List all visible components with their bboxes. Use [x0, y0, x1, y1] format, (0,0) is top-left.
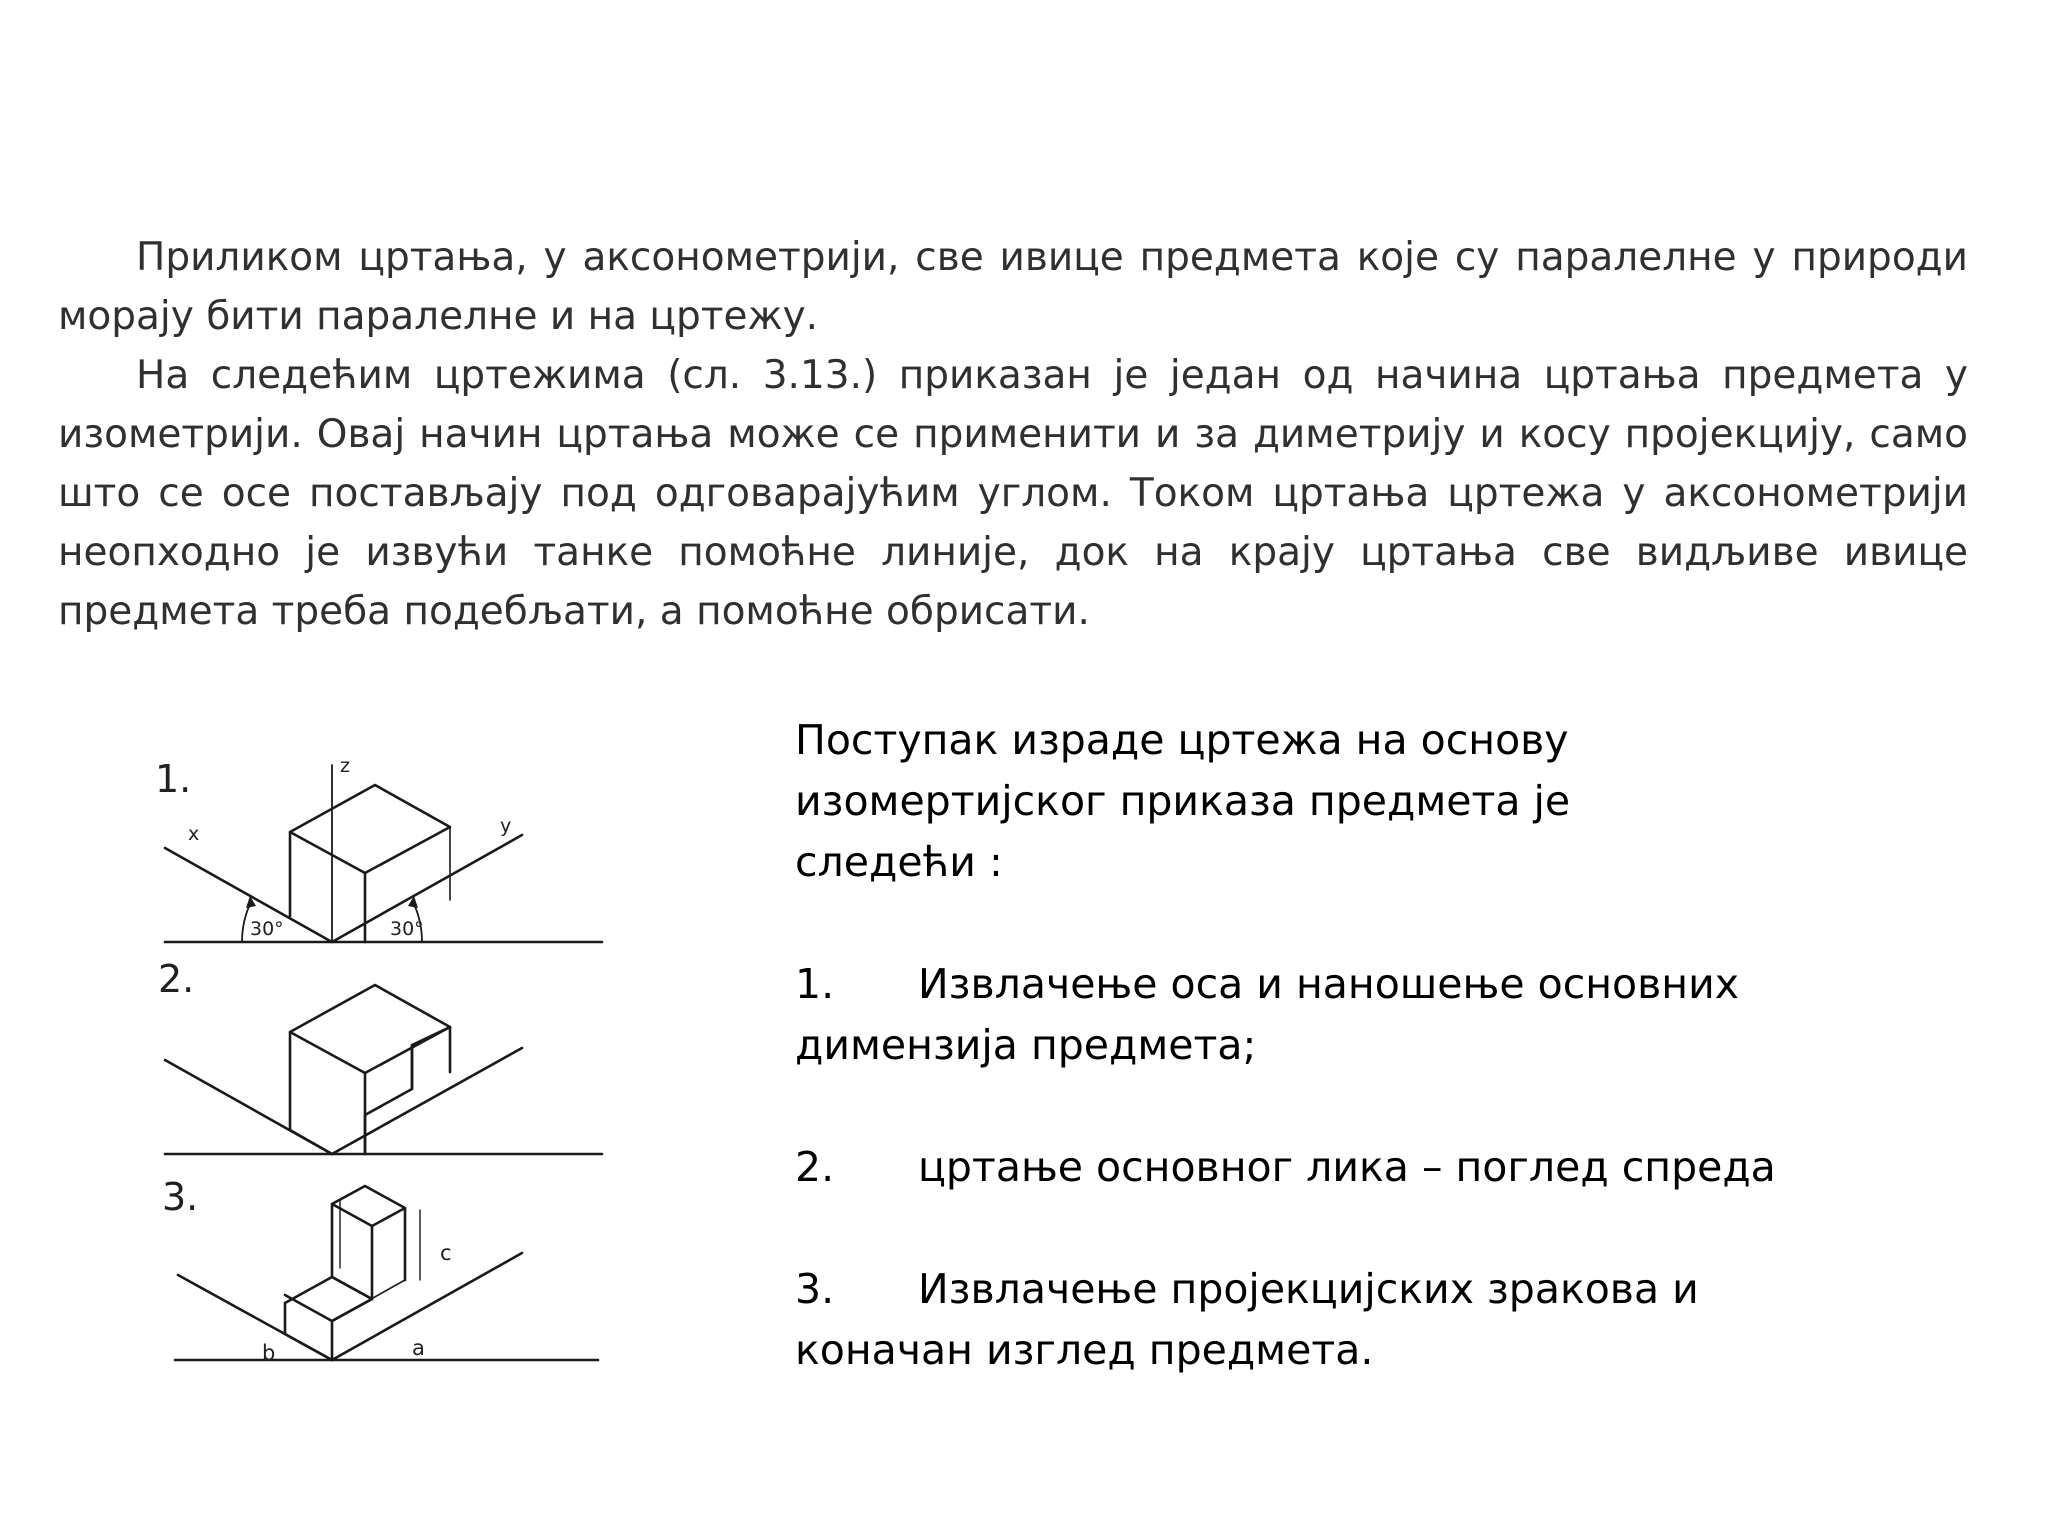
procedure-steps — [795, 710, 1995, 1381]
angle-left-label: 30° — [250, 918, 284, 940]
step-text: Извлачење оса и наношење основних — [918, 960, 1740, 1008]
step-1-drawing — [165, 765, 602, 942]
step-number: 1. — [795, 960, 835, 1008]
step-item-2 — [795, 1137, 1995, 1198]
step-number: 3. — [795, 1265, 835, 1313]
step-label-2: 2. — [158, 957, 195, 1001]
step-3-drawing — [175, 1186, 598, 1360]
scanned-paragraphs — [58, 228, 1968, 641]
angle-right-label: 30° — [390, 918, 424, 940]
intro-line-1: Поступак израде цртежа на основу — [795, 716, 1569, 764]
step-label-1: 1. — [155, 757, 192, 801]
axis-x-label: x — [188, 823, 200, 845]
isometric-steps-figure — [150, 720, 620, 1380]
axis-y-label: y — [500, 815, 512, 837]
step-item-1 — [795, 954, 1995, 1015]
axis-z-label: z — [340, 755, 350, 777]
step-item-3-continued: коначан изглед предмета. — [795, 1326, 1374, 1374]
intro-line-3: следећи : — [795, 838, 1003, 886]
step-number: 2. — [795, 1143, 835, 1191]
dimension-b-label: b — [262, 1341, 276, 1365]
intro-line-2: изомертијског приказа предмета је — [795, 777, 1571, 825]
step-2-drawing — [165, 985, 602, 1154]
step-item-1-continued: димензија предмета; — [795, 1021, 1257, 1069]
paragraph-2: На следећим цртежима (сл. 3.13.) приказан је један од начина цртања предмета у изометрији. Овај начин цртања може се применити и за диметрију и косу пројекцију, само што се осе постављају под одговарајућим углом. Током цртања цртежа у аксонометрији неопходно је извући танке помоћне линије, док на крају цртања све видљиве ивице предмета треба подебљати, а помоћне обрисати. — [58, 353, 1968, 634]
step-item-3 — [795, 1259, 1995, 1320]
paragraph-1: Приликом цртања, у аксонометрији, све ивице предмета које су паралелне у природи морају бити паралелне и на цртежу. — [58, 235, 1968, 339]
step-text: цртање основног лика – поглед спреда — [918, 1143, 1776, 1191]
step-label-3: 3. — [162, 1175, 199, 1219]
step-text: Извлачење пројекцијских зракова и — [918, 1265, 1699, 1313]
figure-drawing — [150, 720, 620, 1380]
dimension-a-label: a — [412, 1336, 425, 1360]
dimension-c-label: c — [440, 1241, 452, 1265]
